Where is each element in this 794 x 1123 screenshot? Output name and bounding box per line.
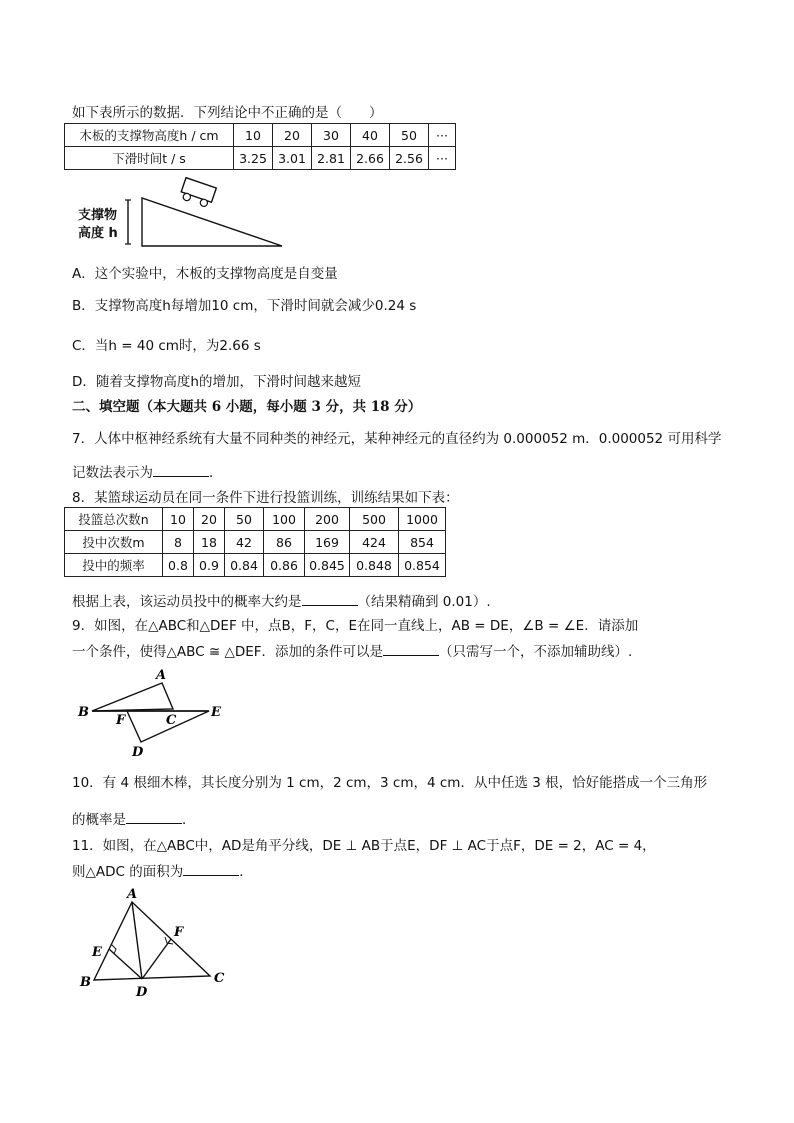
table-cell: 0.9 — [194, 554, 225, 577]
table-cell: 8 — [163, 531, 194, 554]
table-cell: 18 — [194, 531, 225, 554]
table-cell: 100 — [264, 508, 305, 531]
point-label-e: E — [211, 705, 221, 720]
q6-option-d: D．随着支撑物高度h的增加，下滑时间越来越短 — [72, 374, 361, 390]
q11-figure — [72, 884, 242, 1000]
q6-option-a: A．这个实验中，木板的支撑物高度是自变量 — [72, 266, 338, 282]
table-row — [65, 531, 446, 554]
q6-option-c: C．当h = 40 cm时，为2.66 s — [72, 338, 261, 354]
q9-line2 — [72, 640, 632, 660]
point-label-f: F — [174, 925, 184, 940]
table-row — [65, 124, 456, 147]
answer-blank[interactable] — [383, 643, 439, 656]
table-cell: 50 — [225, 508, 264, 531]
q7-prefix: 记数法表示为 — [72, 465, 153, 481]
table-cell: 10 — [234, 124, 273, 147]
point-label-e: E — [92, 945, 102, 960]
q11-prefix: 则△ADC 的面积为 — [72, 864, 184, 880]
table-cell: 50 — [390, 124, 429, 147]
table-cell: 0.845 — [305, 554, 350, 577]
table-row — [65, 508, 446, 531]
q7-suffix: ． — [209, 465, 223, 481]
table-cell: 500 — [350, 508, 399, 531]
table-row-label: 下滑时间t / s — [65, 147, 234, 170]
point-label-d: D — [136, 985, 148, 1000]
table-row-label: 投中的频率 — [65, 554, 163, 577]
q10-line2 — [72, 808, 196, 828]
q8-table — [64, 507, 446, 577]
q7-line1: 7．人体中枢神经系统有大量不同种类的神经元，某种神经元的直径约为 0.000052 m．0.000052 可用科学 — [72, 431, 722, 447]
table-cell: 2.66 — [351, 147, 390, 170]
table-row-label: 投篮总次数n — [65, 508, 163, 531]
table-row-label: 木板的支撑物高度h / cm — [65, 124, 234, 147]
table-cell: 42 — [225, 531, 264, 554]
q11-line2 — [72, 860, 253, 880]
ramp-figure — [120, 176, 290, 250]
q10-suffix: ． — [182, 812, 196, 828]
table-cell: 2.56 — [390, 147, 429, 170]
q8-conclusion — [72, 590, 491, 610]
table-cell: 10 — [163, 508, 194, 531]
table-cell: ··· — [429, 147, 456, 170]
table-cell: 40 — [351, 124, 390, 147]
table-cell: 854 — [399, 531, 446, 554]
point-label-a: A — [156, 668, 167, 683]
answer-blank[interactable] — [302, 593, 358, 606]
table-cell: 86 — [264, 531, 305, 554]
point-label-b: B — [80, 975, 91, 990]
table-cell: 200 — [305, 508, 350, 531]
q9-line1: 9．如图，在△ABC和△DEF 中，点B，F，C，E在同一直线上，AB = DE，∠B = ∠E．请添加 — [72, 618, 639, 634]
q9-figure — [70, 664, 230, 760]
q11-line1: 11．如图，在△ABC中，AD是角平分线，DE ⊥ AB于点E，DF ⊥ AC于点F，DE = 2，AC = 4， — [72, 838, 656, 854]
q9-suffix: （只需写一个，不添加辅助线）. — [439, 644, 633, 660]
table-cell: ··· — [429, 124, 456, 147]
q8-prefix: 根据上表，该运动员投中的概率大约是 — [72, 594, 302, 610]
point-label-d: D — [132, 745, 144, 760]
q11-suffix: ． — [239, 864, 253, 880]
table-cell: 1000 — [399, 508, 446, 531]
table-row — [65, 147, 456, 170]
table-cell: 30 — [312, 124, 351, 147]
table-cell: 2.81 — [312, 147, 351, 170]
point-label-c: C — [214, 971, 225, 986]
table-cell: 424 — [350, 531, 399, 554]
section-heading: 二、填空题（本大题共 6 小题，每小题 3 分，共 18 分） — [72, 399, 422, 415]
q10-line1: 10．有 4 根细木棒，其长度分别为 1 cm，2 cm，3 cm，4 cm．从中任选 3 根，恰好能搭成一个三角形 — [72, 775, 708, 791]
table-cell: 0.84 — [225, 554, 264, 577]
q6-table — [64, 123, 456, 170]
q8-suffix: （结果精确到 0.01）. — [357, 594, 491, 610]
answer-blank[interactable] — [153, 464, 209, 477]
point-label-b: B — [78, 705, 89, 720]
q7-line2 — [72, 461, 223, 481]
figure-label-support: 支撑物 — [78, 208, 118, 223]
point-label-a: A — [127, 887, 138, 902]
point-label-c: C — [166, 713, 177, 728]
figure-label-height: 高度 h — [78, 226, 118, 241]
point-label-f: F — [116, 713, 126, 728]
table-cell: 0.848 — [350, 554, 399, 577]
q10-prefix: 的概率是 — [72, 812, 126, 828]
table-cell: 20 — [194, 508, 225, 531]
answer-blank[interactable] — [126, 811, 182, 824]
table-cell: 0.8 — [163, 554, 194, 577]
q6-stem: 如下表所示的数据．下列结论中不正确的是（ ） — [72, 105, 383, 121]
answer-blank[interactable] — [183, 863, 239, 876]
q8-stem: 8．某篮球运动员在同一条件下进行投篮训练，训练结果如下表： — [72, 490, 459, 506]
q9-prefix: 一个条件，使得△ABC ≅ △DEF．添加的条件可以是 — [72, 644, 384, 660]
table-cell: 3.25 — [234, 147, 273, 170]
table-cell: 3.01 — [273, 147, 312, 170]
table-row — [65, 554, 446, 577]
q6-option-b: B．支撑物高度h每增加10 cm，下滑时间就会减少0.24 s — [72, 298, 417, 314]
table-cell: 169 — [305, 531, 350, 554]
table-cell: 0.86 — [264, 554, 305, 577]
table-row-label: 投中次数m — [65, 531, 163, 554]
table-cell: 0.854 — [399, 554, 446, 577]
table-cell: 20 — [273, 124, 312, 147]
